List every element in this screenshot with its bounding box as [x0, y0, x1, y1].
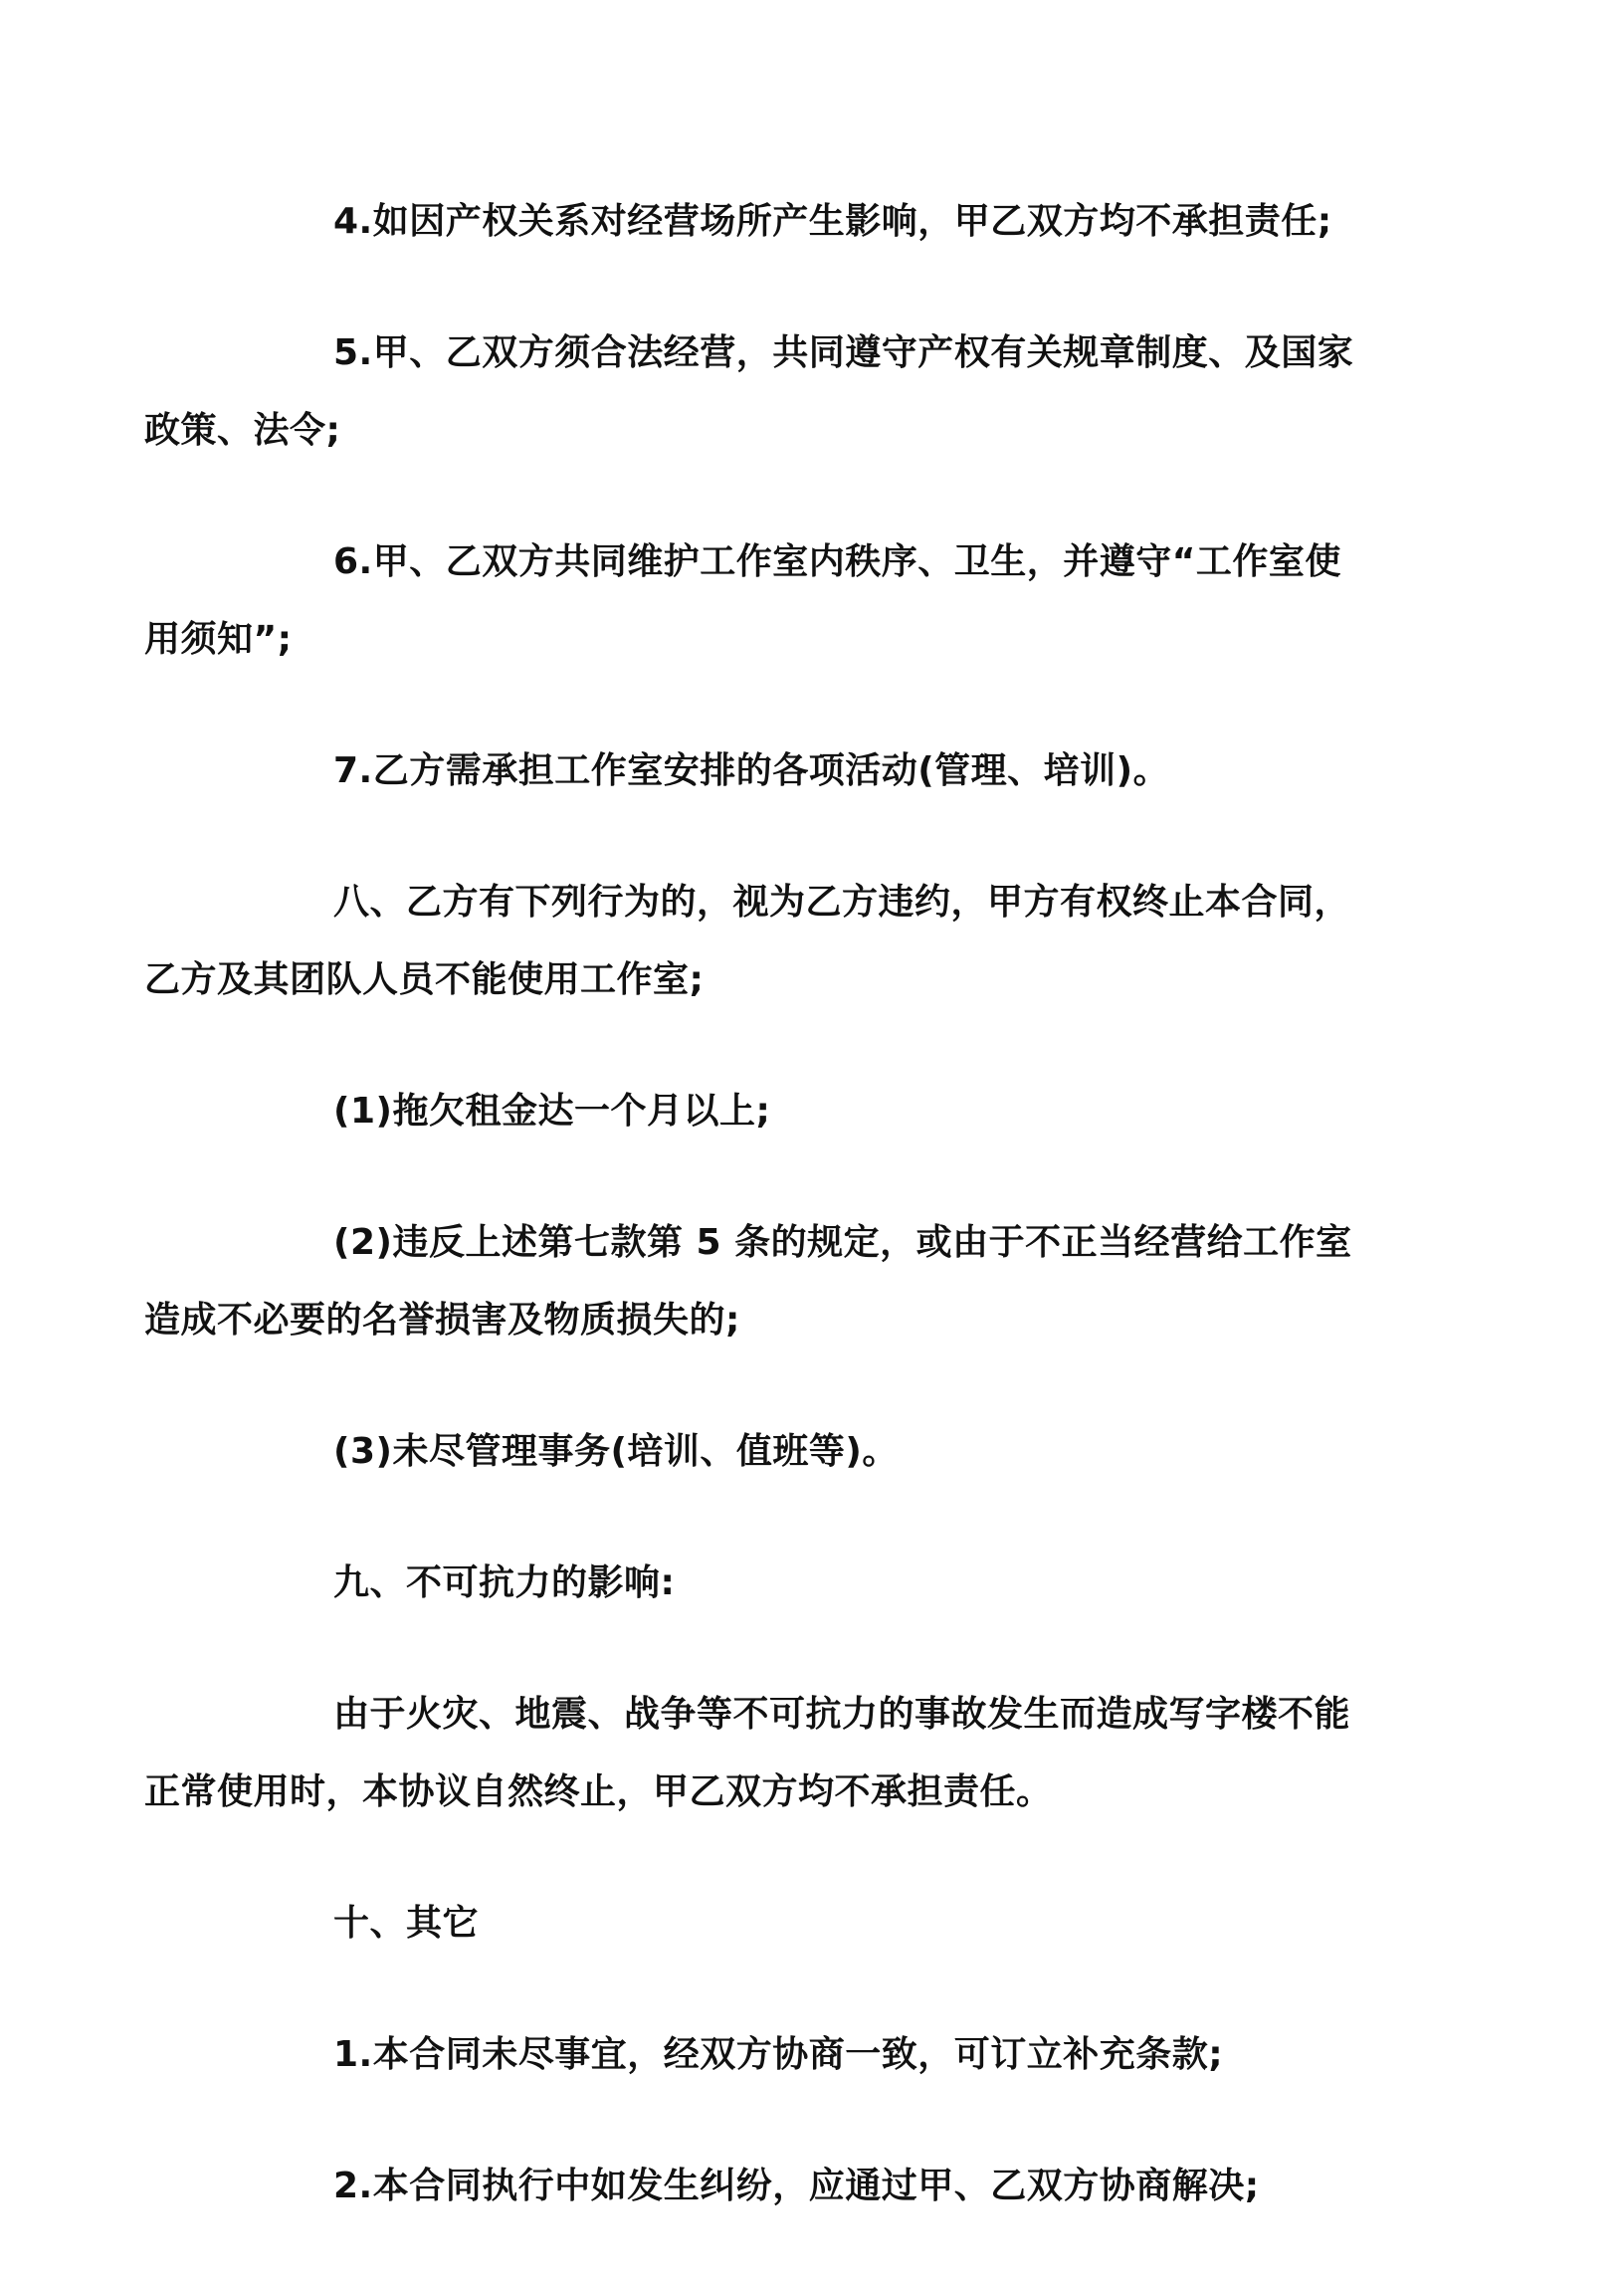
text-line: 4.如因产权关系对经营场所产生影响，甲乙双方均不承担责任;	[333, 201, 1332, 242]
document-page	[144, 183, 1373, 2279]
text-line: 7.乙方需承担工作室安排的各项活动(管理、培训)。	[333, 750, 1170, 791]
text-line: 1.本合同未尽事宜，经双方协商一致，可订立补充条款;	[333, 2034, 1224, 2075]
paragraph-force-majeure	[144, 1676, 1373, 1831]
paragraph-section-10	[239, 1885, 1373, 1963]
paragraph-clause-5	[144, 314, 1373, 470]
paragraph-clause-6	[144, 523, 1373, 679]
paragraph-section-9	[239, 1545, 1373, 1622]
paragraph-item-3	[239, 1413, 1373, 1491]
text-line: 2.本合同执行中如发生纠纷，应通过甲、乙双方协商解决;	[333, 2166, 1260, 2206]
paragraph-clause-4	[239, 183, 1373, 261]
text-line: 八、乙方有下列行为的，视为乙方违约，甲方有权终止本合同，	[333, 882, 1351, 923]
text-line: 6.甲、乙双方共同维护工作室内秩序、卫生，并遵守“工作室使	[333, 541, 1341, 582]
text-line: 造成不必要的名誉损害及物质损失的;	[144, 1300, 740, 1341]
text-line: 由于火灾、地震、战争等不可抗力的事故发生而造成写字楼不能	[333, 1694, 1351, 1735]
text-line: 政策、法令;	[144, 410, 341, 451]
text-line: 5.甲、乙双方须合法经营，共同遵守产权有关规章制度、及国家	[333, 332, 1354, 373]
text-line: 用须知”;	[144, 619, 293, 660]
text-line: 九、不可抗力的影响:	[333, 1562, 676, 1603]
text-line: (3)未尽管理事务(培训、值班等)。	[333, 1431, 899, 1472]
text-line: 乙方及其团队人员不能使用工作室;	[144, 959, 705, 1000]
paragraph-other-2	[239, 2148, 1373, 2225]
paragraph-section-8	[144, 864, 1373, 1019]
text-line: (2)违反上述第七款第 5 条的规定，或由于不正当经营给工作室	[333, 1222, 1352, 1263]
paragraph-item-1	[239, 1073, 1373, 1150]
text-line: (1)拖欠租金达一个月以上;	[333, 1091, 771, 1132]
paragraph-other-1	[239, 2016, 1373, 2094]
text-line: 正常使用时，本协议自然终止，甲乙双方均不承担责任。	[144, 1771, 1053, 1812]
text-line: 十、其它	[333, 1903, 480, 1944]
paragraph-item-2	[144, 1204, 1373, 1359]
paragraph-clause-7	[239, 732, 1373, 810]
